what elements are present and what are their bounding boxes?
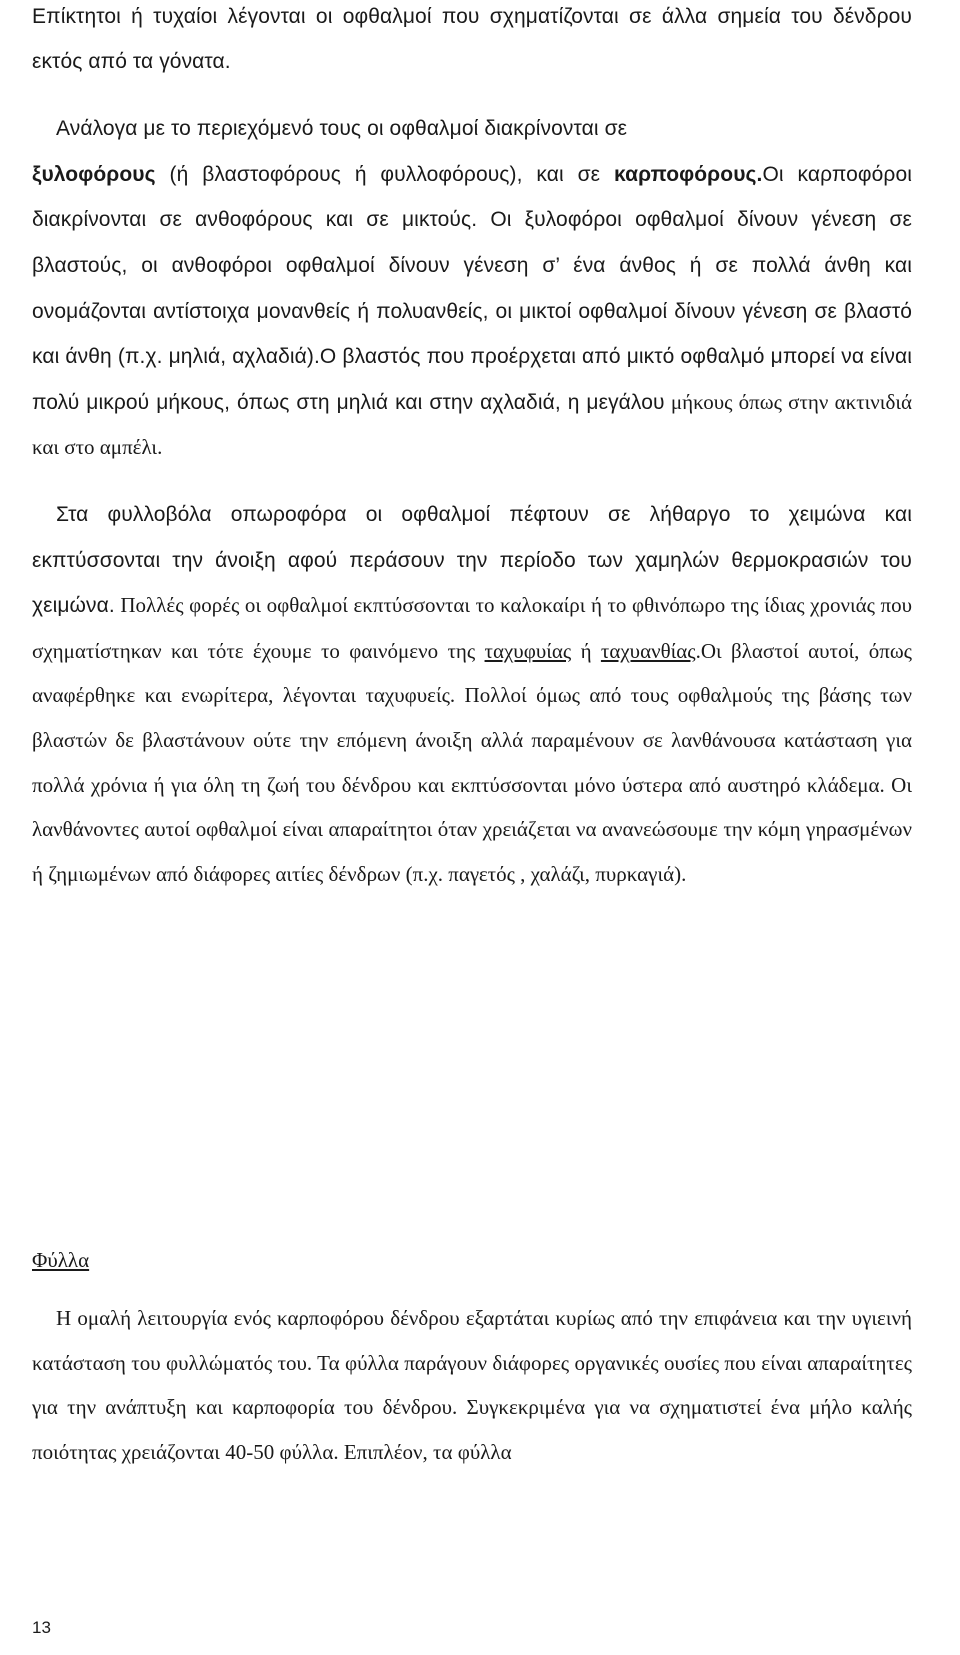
text-run: Η ομαλή λειτουργία ενός καρποφόρου δένδρου εξαρτάται κυρίως από την επιφάνεια και την υγιεινή κατάσταση του φυλλώματός του. [32,1306,912,1375]
text-run: Επιπλέον, τα φύλλα [338,1439,512,1464]
section-heading-leaves [32,1238,89,1282]
text-run: Ο βλαστός που προέρχεται από μικτό οφθαλμό μπορεί να είναι πολύ μικρού μήκους, όπως στη μηλιά και στην αχλαδιά, η μεγάλου [32,345,912,414]
text-run: Πολλοί όμως από τους οφθαλμούς της βάσης των βλαστών δε βλαστάνουν ούτε την επόμενη άνοιξη αλλά παραμένουν σε λανθάνουσα κατάσταση για πολλά χρόνια ή για όλη τη ζωή του δένδρου και εκπτύσσονται μόνο ύστερα από αυστηρό κλάδεμα. Οι λανθάνοντες αυτοί οφθαλμοί είναι απαραίτητοι όταν χρειάζεται να ανανεώσουμε την κόμη γηρασμένων ή ζημιωμένων από διάφορες αιτίες δένδρων (π.χ. παγετός , χαλάζι, πυρκαγιά). [32,683,912,886]
text-run: (ή βλαστοφόρους ή φυλλοφόρους), και σε [155,162,614,186]
text-run: .Οι βλαστοί αυτοί, όπως αναφέρθηκε και ενωρίτερα, λέγονται ταχυφυείς. [32,638,912,708]
paragraph-dormancy [32,492,912,896]
section-heading-text: Φύλλα [32,1248,90,1272]
text-run: Τα φύλλα παράγουν διάφορες οργανικές ουσίες που είναι απαραίτητες για την ανάπτυξη και καρποφορία του δένδρου. [32,1350,912,1420]
bold-term-fruit-buds: καρποφόρους. [613,162,763,186]
paragraph-leaves [32,1296,912,1474]
text-run: ή [571,638,601,663]
text-run: Ανάλογα με το περιεχόμενό τους οι οφθαλμοί διακρίνονται σε [56,117,628,141]
text-run: Πολλές φορές οι οφθαλμοί εκπτύσσονται το καλοκαίρι ή το φθινόπωρο της ίδιας χρονιάς που σχηματίστηκαν και τότε έχουμε το φαινόμενο της [32,593,912,663]
text-run: Στα φυλλοβόλα οπωροφόρα οι οφθαλμοί πέφτουν σε λήθαργο το χειμώνα και εκπτύσσονται την άνοιξη αφού περάσουν την περίοδο των χαμηλών θερμοκρασιών του χειμώνα. [32,502,912,618]
underlined-term-tachyphyia: ταχυφυίας [484,638,572,663]
paragraph-adventitious-buds: Επίκτητοι ή τυχαίοι λέγονται οι οφθαλμοί που σχηματίζονται σε άλλα σημεία του δένδρου εκτός από τα γόνατα. [32,5,912,73]
text-run: Οι καρποφόροι διακρίνονται σε ανθοφόρους και σε μικτούς. Οι ξυλοφόροι οφθαλμοί δίνουν γένεση σε βλαστούς, οι ανθοφόροι οφθαλμοί δίνουν γένεση σ’ ένα άνθος ή σε πολλά άνθη και ονομάζονται αντίστοιχα μονανθείς ή πολυανθείς, οι μικτοί οφθαλμοί δίνουν γένεση σε βλαστό και άνθη (π.χ. μηλιά, αχλαδιά). [32,162,913,369]
document-page [32,0,913,1464]
underlined-term-tachyanthia: ταχυανθίας [600,638,696,663]
page-number: 13 [32,1618,51,1637]
text-run: μήκους όπως στην ακτινιδιά και στο αμπέλι. [32,389,913,460]
bold-term-wood-buds: ξυλοφόρους [32,162,156,186]
paragraph-bud-types [32,106,912,470]
text-run: Συγκεκριμένα για να σχηματιστεί ένα μήλο καλής ποιότητας χρειάζονται 40-50 φύλλα. [32,1395,913,1464]
